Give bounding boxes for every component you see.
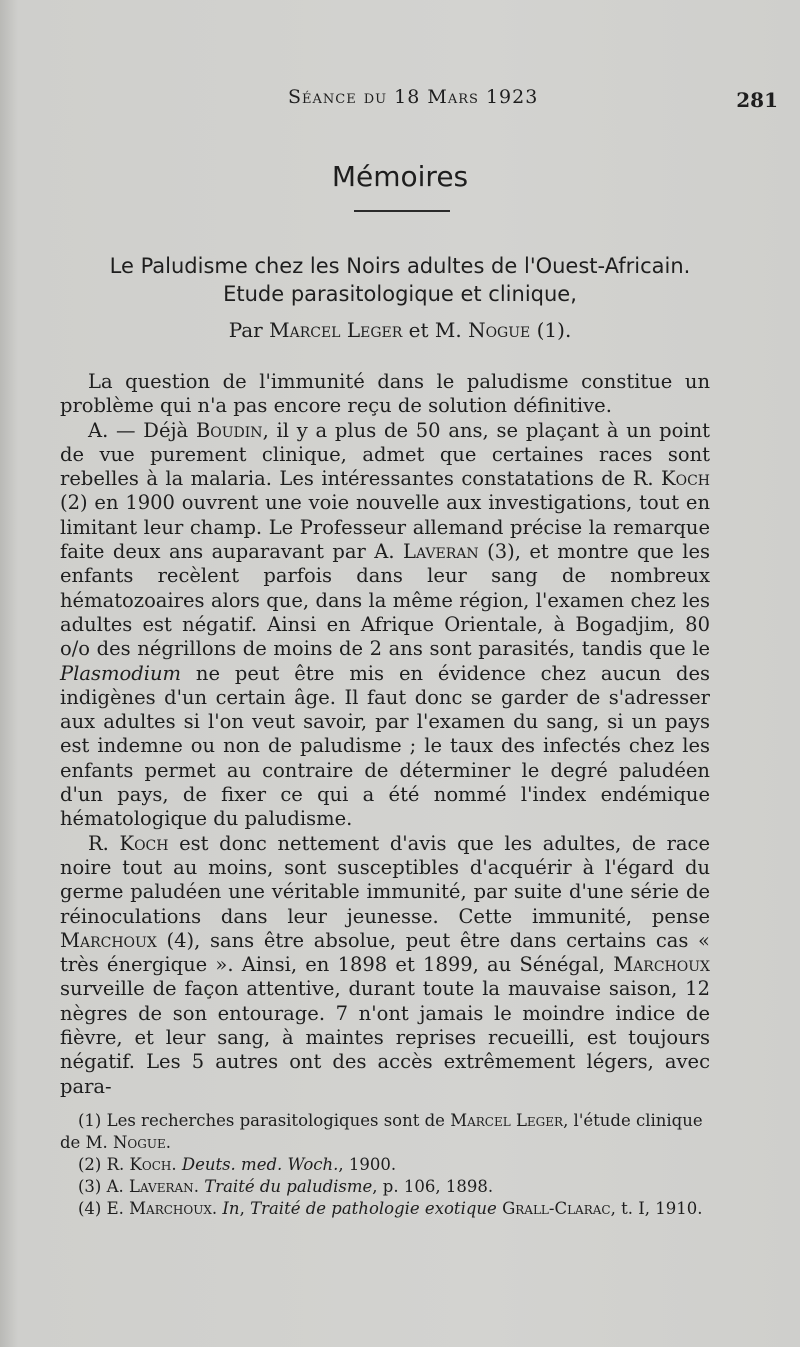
text-segment: Plasmodium [60,661,181,685]
text-segment: Laveran [403,540,479,564]
text-segment: (3), et montre que les enfants recèlent parfois dans leur sang de nombreux hématozoaires alors que, dans la même région, l'examen chez les adultes est négatif. Ainsi en Afrique Orientale, à Bogadjim, 80 o/o des négrillons de moins de 2 ans sont parasités, tandis que le [60,540,711,661]
text-segment: A. — Déjà [88,418,196,442]
text-segment: ne peut être mis en évidence chez aucun des indigènes d'un certain âge. Il faut donc se garder de s'adresser aux adultes si l'on veut savoir, par l'examen du sang, si un pays est indemne ou non de paludisme ; le taux des infectés chez les enfants permet au contraire de déterminer le degré paludéen d'un pays, de fixer ce qui a été nommé l'index endémique hématologique du paludisme. [60,661,710,831]
paragraph [60,370,710,419]
byline-prefix: Par [228,318,263,342]
paragraph [60,832,710,1099]
footnotes [60,1110,710,1220]
text-segment: In [222,1199,240,1218]
byline [0,318,800,342]
text-segment: , 1900. [338,1155,397,1174]
text-segment: (4), sans être absolue, peut être dans certains cas « très énergique ». Ainsi, en 1898 et 1899, au Sénégal, [60,928,710,977]
text-segment: Koch [119,831,169,855]
text-segment: Laveran [129,1177,194,1196]
text-segment: Marchoux [613,953,710,977]
text-segment: Koch [661,467,710,491]
text-segment: R. [88,831,120,855]
section-title: Mémoires [331,160,469,193]
text-segment: (2) en 1900 ouvrent une voie nouvelle aux investigations, tout en limitant leur champ. Le Professeur allemand précise la remarque faite deux ans auparavant par A. [60,491,710,564]
article-title-line-1: Le Paludisme chez les Noirs adultes de l'Ouest-Africain. [109,254,691,278]
text-segment: , t. I, 1910. [610,1199,703,1218]
text-segment: . [165,1133,171,1152]
text-segment: surveille de façon attentive, durant toute la mauvaise saison, 12 nègres de son entourage. 7 n'ont jamais le moindre indice de fièvre, et leur sang, à maintes reprises recueilli, est toujours négatif. Les 5 autres ont des accès extrêmement légers, avec para- [60,977,710,1098]
text-segment: Boudin [195,418,263,442]
footnote [60,1176,710,1198]
author-1: Marcel Leger [269,318,403,342]
text-segment: Traité du paludisme [204,1177,373,1196]
text-segment: Marchoux [129,1199,212,1218]
text-segment: (4) E. [78,1199,130,1218]
text-segment: (2) R. [78,1155,130,1174]
text-segment: Nogue [112,1133,166,1152]
byline-conj: et [408,318,429,342]
article-title-line-2: Etude parasitologique et clinique, [223,282,577,306]
text-segment: Koch [129,1155,172,1174]
byline-note-ref: (1). [536,318,572,342]
text-segment: Grall-Clarac [502,1199,611,1218]
text-segment: . [211,1199,223,1218]
title-rule [354,210,450,212]
text-segment: Marchoux [60,928,157,952]
text-segment: est donc nettement d'avis que les adultes, de race noire tout au moins, sont susceptibles d'acquérir à l'égard du germe paludéen une véritable immunité, par suite d'une série de réinoculations dans leur jeunesse. Cette immunité, pense [60,831,710,928]
paragraph [60,419,710,832]
text-segment: La question de l'immunité dans le paludisme constitue un problème qui n'a pas encore reçu de solution définitive. [60,370,710,418]
text-segment: , p. 106, 1898. [372,1177,494,1196]
footnote [60,1154,710,1176]
text-segment: , il y a plus de 50 ans, se plaçant à un point de vue purement clinique, admet que certaines races sont rebelles à la malaria. Les intéressantes constatations de R. [60,418,711,491]
footnote [60,1110,710,1154]
running-head-title: Séance du 18 Mars 1923 [288,86,539,108]
text-segment: Marcel Leger [450,1111,564,1130]
author-2: M. Nogue [434,318,531,342]
text-segment: Deuts. med. Woch. [181,1155,339,1174]
running-head [0,86,800,116]
text-segment: , l'étude clinique de M. [60,1111,703,1152]
text-segment: (3) A. [78,1177,130,1196]
text-segment: . [193,1177,205,1196]
text-segment: . [171,1155,182,1174]
text-segment: Traité de pathologie exotique [250,1199,497,1218]
footnote [60,1198,710,1220]
text-segment: (1) Les recherches parasitologiques sont de [78,1111,451,1130]
page-number: 281 [736,88,778,112]
article-body [60,370,710,1099]
text-segment: , [239,1199,251,1218]
